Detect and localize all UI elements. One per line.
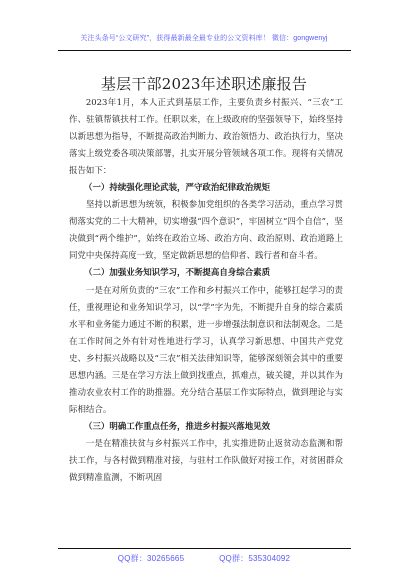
intro-paragraph: 2023年1月，本人正式到基层工作，主要负责乡村振兴、“三农”工作、驻镇帮镇扶村工作。任职以来，在上级政府的坚强领导下，始终坚持以新思想为指导，不断提高政治判断力、政治领悟力、政治执行力，坚决落实上级党委各项决策部署，扎实开展分管领域各项工作。现将有关情况报告如下： bbox=[69, 97, 343, 176]
section-3-heading: （三）明确工作重点任务，推进乡村振兴落地见效 bbox=[84, 420, 271, 431]
section-1-paragraph: 坚持以新思想为统领，积极参加党组织的各类学习活动，重点学习贯彻落实党的二十大精神，切实增强“四个意识”，牢固树立“四个自信”，坚决做到“两个维护”，始终在政治立场、政治方向、政治原则、政治道路上同党中央保持高度一致，坚定做新思想的信仰者、践行者和奋斗者。 bbox=[69, 199, 343, 261]
section-2-heading: （二）加强业务知识学习，不断提高自身综合素质 bbox=[84, 267, 271, 278]
section-2-paragraph: 一是在对所负责的“三农”工作和乡村振兴工作中，能够扛起学习的责任，重视理论和业务知识学习，以“学”字为先，不断提升自身的综合素质水平和业务能力通过不断的积累，进一步增强法制意识和法制观念。二是在工作时间之外有针对性地进行学习，认真学习新思想、中国共产党党史、乡村振兴战略以及“三农”相关法律知识等，能够深刻领会其中的重要思想内涵。三是在学习方法上做到找重点，抓难点，破关键，并以其作为推动农业农村工作的助推器。充分结合基层工作实际特点，做到理论与实际相结合。 bbox=[69, 284, 343, 414]
footer-qq-group-1: QQ群：30265665 bbox=[117, 554, 185, 563]
section-3-paragraph: 一是在精准扶贫与乡村振兴工作中，扎实推进防止返贫动态监测和帮扶工作，与各村做到精准对接，与驻村工作队做好对接工作，对贫困群众做到精准监测，不断巩固 bbox=[69, 437, 343, 483]
bottom-divider bbox=[58, 548, 351, 549]
document-body bbox=[69, 94, 343, 486]
section-1-heading: （一）持续强化理论武装，严守政治纪律政治规矩 bbox=[84, 182, 271, 193]
top-divider bbox=[58, 50, 351, 51]
document-title: 基层干部2023年述职述廉报告 bbox=[100, 75, 308, 94]
footer-qq-group-2: QQ群：535304092 bbox=[219, 554, 291, 563]
top-banner: 关注头条号“公文研究”，获得最新最全最专业的公文资料库！ 微信：gongwenyj bbox=[80, 35, 328, 42]
footer bbox=[0, 554, 408, 564]
